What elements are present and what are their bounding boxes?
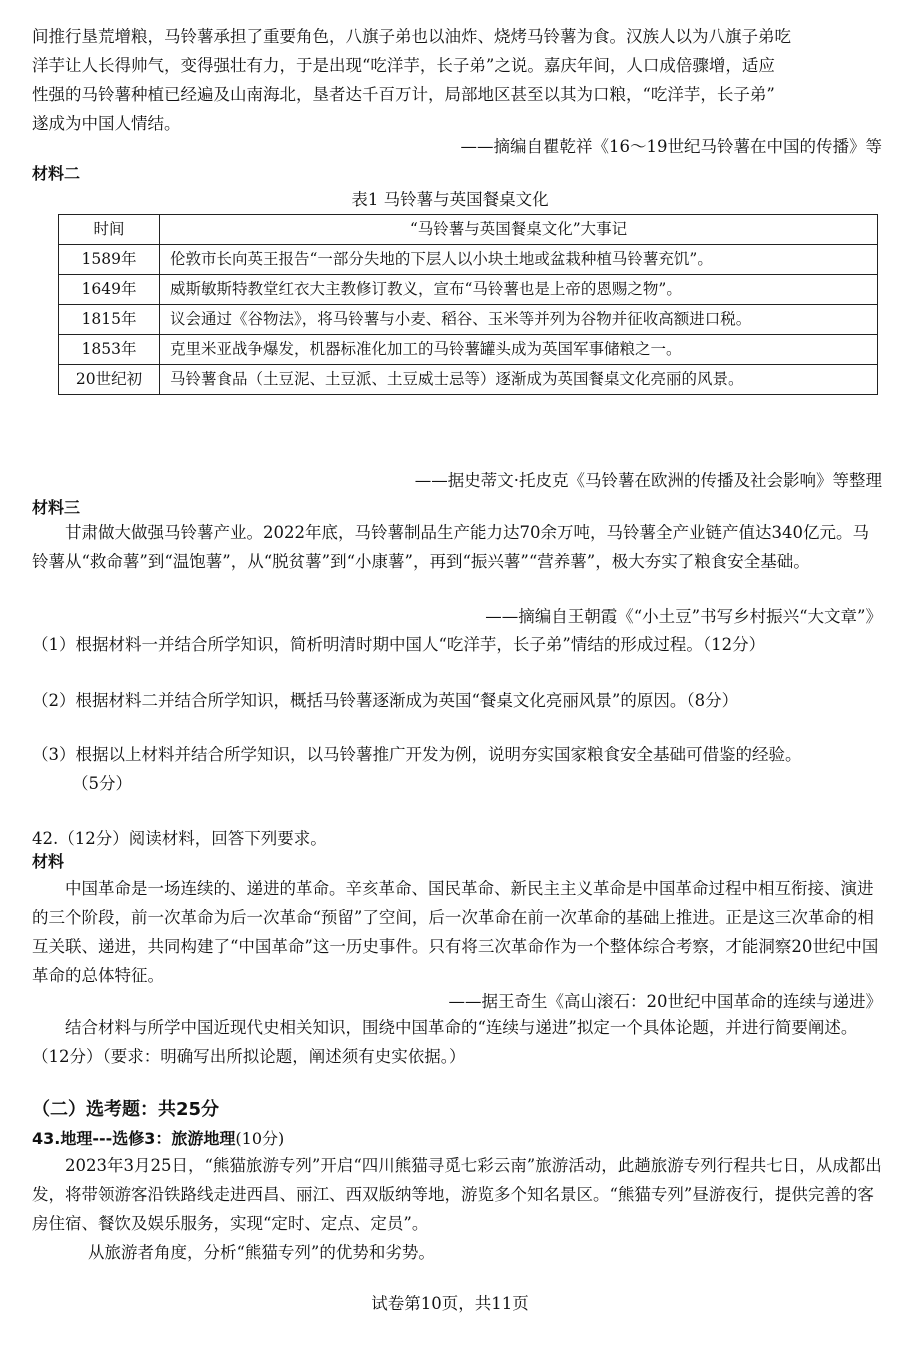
q42-task: 结合材料与所学中国近现代史相关知识，围绕中国革命的“连续与递进”拟定一个具体论题，并进行简要阐述。（12分）（要求：明确写出所拟论题，阐述须有史实依据。） [32,1018,858,1066]
table-cell-event: 议会通过《谷物法》，将马铃薯与小麦、稻谷、玉米等并列为谷物并征收高额进口税。 [160,305,878,335]
q43-score: (10分) [235,1129,285,1148]
material2-heading: 材料二 [32,164,81,183]
table-row [59,275,878,305]
table-cell-event: 克里米亚战争爆发，机器标准化加工的马铃薯罐头成为英国军事储粮之一。 [160,335,878,365]
table-caption: 表1 马铃薯与英国餐桌文化 [351,190,549,209]
section2-heading: （二）选考题：共25分 [32,1099,220,1120]
table-row [59,365,878,395]
table-cell-event: 伦敦市长向英王报告“一部分失地的下层人以小块土地或盆栽种植马铃薯充饥”。 [160,245,878,275]
q42-material-text: 中国革命是一场连续的、递进的革命。辛亥革命、国民革命、新民主主义革命是中国革命过程中相互衔接、演进的三个阶段，前一次革命为后一次革命“预留”了空间，后一次革命在前一次革命的基础上推进。正是这三次革命的相互关联、递进，共同构建了“中国革命”这一历史事件。只有将三次革命作为一个整体综合考察，才能洞察20世纪中国革命的总体特征。 [32,879,879,985]
table-row [59,305,878,335]
table-cell-time: 1853年 [59,335,160,365]
table-cell-event: 威斯敏斯特教堂红衣大主教修订教义，宣布“马铃薯也是上帝的恩赐之物”。 [160,275,878,305]
material1-source: ——摘编自瞿乾祥《16～19世纪马铃薯在中国的传播》等 [460,137,882,156]
material3-text: 甘肃做大做强马铃薯产业。2022年底，马铃薯制品生产能力达70余万吨，马铃薯全产业链产值达340亿元。马铃薯从“救命薯”到“温饱薯”，从“脱贫薯”到“小康薯”，再到“振兴薯”“营养薯”，极大夯实了粮食安全基础。 [32,523,869,571]
question-3: （3）根据以上材料并结合所学知识，以马铃薯推广开发为例，说明夯实国家粮食安全基础可借鉴的经验。 [32,745,802,764]
material1-line: 洋芋让人长得帅气，变得强壮有力，于是出现“吃洋芋，长子弟”之说。嘉庆年间，人口成倍骤增，适应 [32,56,775,75]
q43-title [32,1127,284,1151]
table-cell-time: 20世纪初 [59,365,160,395]
material3-source: ——摘编自王朝霞《“小土豆”书写乡村振兴“大文章”》 [485,607,882,626]
page-footer: 试卷第10页，共11页 [371,1294,529,1313]
table-header-row [59,215,878,245]
material3-heading: 材料三 [32,498,81,517]
material2-source: ——据史蒂文·托皮克《马铃薯在欧洲的传播及社会影响》等整理 [414,471,882,490]
table-header-events: “马铃薯与英国餐桌文化”大事记 [160,215,878,245]
q42-material-heading: 材料 [32,852,65,871]
question-42-title: 42.（12分）阅读材料，回答下列要求。 [32,829,327,848]
q43-task: 从旅游者角度，分析“熊猫专列”的优势和劣势。 [88,1243,435,1262]
material1-line: 间推行垦荒增粮，马铃薯承担了重要角色，八旗子弟也以油炸、烧烤马铃薯为食。汉族人以为八旗子弟吃 [32,27,791,46]
table-row [59,245,878,275]
table-cell-event: 马铃薯食品（土豆泥、土豆派、土豆威士忌等）逐渐成为英国餐桌文化亮丽的风景。 [160,365,878,395]
table-cell-time: 1815年 [59,305,160,335]
table-cell-time: 1649年 [59,275,160,305]
question-2: （2）根据材料二并结合所学知识，概括马铃薯逐渐成为英国“餐桌文化亮丽风景”的原因。（8分） [32,691,739,710]
table-row [59,335,878,365]
question-1: （1）根据材料一并结合所学知识，简析明清时期中国人“吃洋芋，长子弟”情结的形成过程。（12分） [32,635,766,654]
q43-title-text: 43.地理---选修3：旅游地理 [32,1129,236,1148]
material1-line: 性强的马铃薯种植已经遍及山南海北，垦者达千百万计，局部地区甚至以其为口粮，“吃洋芋，长子弟” [32,85,775,104]
q42-source: ——据王奇生《高山滚石：20世纪中国革命的连续与递进》 [448,992,882,1011]
q43-text: 2023年3月25日，“熊猫旅游专列”开启“四川熊猫寻觅七彩云南”旅游活动，此趟旅游专列行程共七日，从成都出发，将带领游客沿铁路线走进西昌、丽江、西双版纳等地，游览多个知名景区。“熊猫专列”昼游夜行，提供完善的客房住宿、餐饮及娱乐服务，实现“定时、定点、定员”。 [32,1156,882,1233]
table-cell-time: 1589年 [59,245,160,275]
events-table [58,214,878,395]
question-3-score: （5分） [72,774,132,793]
material1-line: 遂成为中国人情结。 [32,114,181,133]
table-header-time: 时间 [59,215,160,245]
